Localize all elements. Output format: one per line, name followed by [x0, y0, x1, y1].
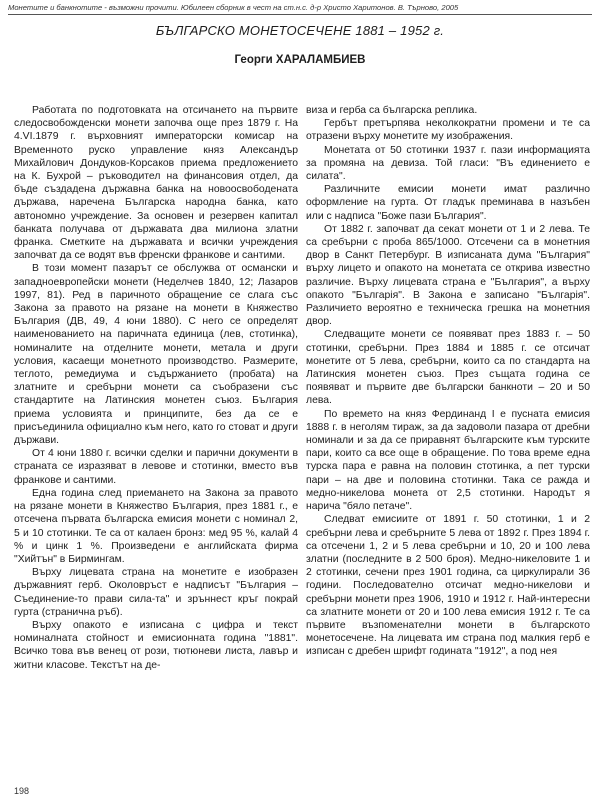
header-rule: [8, 14, 592, 15]
right-column: [306, 104, 590, 786]
paragraph: По времето на княз Фердинанд I е пусната емисия 1888 г. в неголям тираж, за да задоволи пазара от дребни номинали и за да се приравнят българските към турските пари, които са все още в обращение. По това време една турска пара е равна на половин стотинка, а пет турски пари – на две и половина стотинки. Така се ражда и медно-никелова монета от 2,5 стотинки. Народът я нарича "бяло петаче".: [306, 408, 590, 513]
paragraph: От 1882 г. започват да секат монети от 1 и 2 лева. Те са сребърни с проба 865/1000. Отсечени са в монетния двор в Санкт Петербург. В изписаната дума "България" върху лицето и опакото на монетата се открива известно различие. Върху лицевата страна е "България", а върху опакото "Българія". В Закона е записано "Българія". Различието вероятно е техническа грешка на монетния двор.: [306, 223, 590, 328]
paragraph-continued: виза и герба са българска реплика.: [306, 105, 478, 116]
article-author: Георги ХАРАЛАМБИЕВ: [234, 54, 366, 66]
paragraph: Различните емисии монети имат различно оформление на гурта. От гладък преминава в назъбен или с надписа "Боже пази България".: [306, 184, 590, 222]
paragraph: Монетата от 50 стотинки 1937 г. пази информацията за промяна на девиза. Той гласи: "Въ единението е силата".: [306, 144, 590, 183]
paragraph: Гербът претърпява неколкократни промени и те са отразени върху монетите му изображения.: [306, 118, 590, 143]
paragraph: Върху опакото е изписана с цифра и текст номиналната стойност и емисионната година "1881". Всичко това във венец от рози, тютюневи листа, лавър и житни класове. Текстът на де-: [14, 619, 298, 671]
paragraph: От 4 юни 1880 г. всички сделки и парични документи в страната се изразяват в левове и стотинки, вместо във франкове и сантими.: [14, 448, 298, 486]
paragraph: Работата по подготовката на отсичането на първите следосвобожденски монети започва още през 1879 г. На 4.VI.1879 г. върховният императорски комисар на Временното руско управление княз Александър Михайлович Дондуков-Корсаков приема предложението на К. Бухрой – ръководител на финансовия отдел, да бъде създадена държавна банка на новоосвободената държава, наречена Българска народна банка, като автономно учреждение. За основен и резервен капитал банката получава от държавата два милиона златни франка. Сметките на държавата и всички учреждения започват да се водят във френски франкове и сантими.: [14, 105, 298, 262]
running-header: Монетите и банкнотите - възможни прочити. Юбилеен сборник в чест на ст.н.с. д-р Христо Харитонов. В. Търново, 2005: [8, 3, 459, 12]
paragraph: Следващите монети се появяват през 1883 г. – 50 стотинки, сребърни. През 1884 и 1885 г. се отсичат монетите от 5 лева, сребърни, които са по стандарта на Латинския монетен съюз. През същата година се появяват и първите две български банкноти – 20 и 50 лева.: [306, 329, 590, 407]
paragraph: Една година след приемането на Закона за правото на рязане монети в Княжество България, през 1881 г., е отсечена първата българска емисия монети с номинал 2, 5 и 10 стотинки. Те са от калаен бронз: мед 95 %, калай 4 % и цинк 1 %. Произведени е английската фирма "Хийтън" в Бирмингам.: [14, 487, 298, 565]
paragraph: Върху лицевата страна на монетите е изобразен държавният герб. Околовръст е надписът "България – Съединение-то прави сила-та" и зръннест кръг покрай гурта (странична ръб).: [14, 567, 298, 618]
paragraph: Следват емисиите от 1891 г. 50 стотинки, 1 и 2 сребърни лева и сребърните 5 лева от 1892 г. През 1894 г. са отсечени 1, 2 и 5 лева сребърни и 10, 20 и 100 лева златни (последните в 2 500 броя). Медно-никеловите 1 и 2 стотинки, сечени през 1901 година, са циркулирали 36 години. Последователно отсичат медно-никелови и сребърни монети през 1906, 1910 и 1912 г. Най-интересни са златните монети от 20 и 100 лева емисия 1912 г. Те са първите възпоменателни монети в българското монетосечене. На лицевата им страна под малкия герб е изписан с дребен шрифт годината "1912", а под нея: [306, 514, 590, 658]
article-title: БЪЛГАРСКО МОНЕТОСЕЧЕНЕ 1881 – 1952 г.: [155, 23, 445, 38]
page-number: 198: [14, 786, 30, 796]
left-column: [14, 104, 298, 786]
paragraph: В този момент пазарът се обслужва от османски и западноевропейски монети (Неделчев 1840, 12; Лазаров 1997, 81). Ред в паричното обращение се слага със Закона за правото на рязане на монети в Княжество България (ДВ, 49, 4 юни 1880). С него се определят наименованието на паричната единица (лев, стотинка), номиналите на отделните монети, метала и други условия, касаещи монетното производство. Размерите, теглото, ремедиума и съдържанието (пробата) на златните и сребърни монети са съобразени със стандартите на Латинския монетен съюз. България приема условията и принципите, без да се е присъединила официално към него, като го стоват и други държави.: [14, 263, 298, 447]
